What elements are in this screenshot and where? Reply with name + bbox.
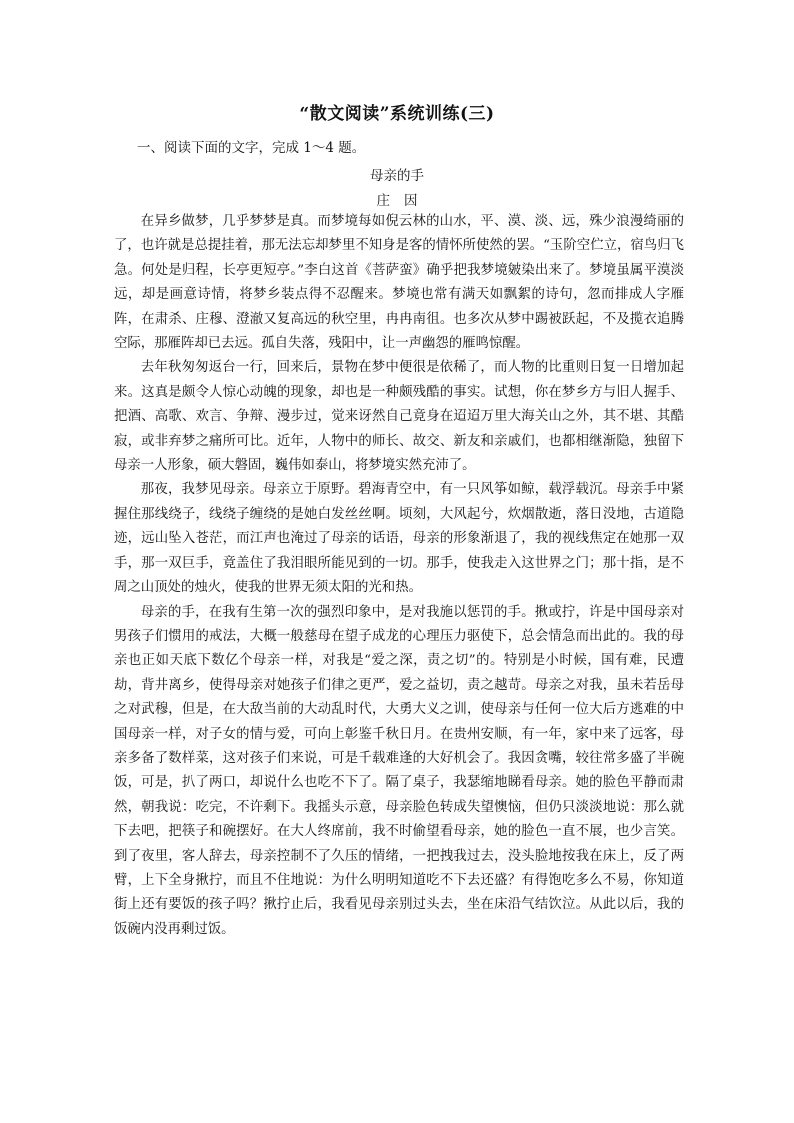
paragraph: 那夜，我梦见母亲。母亲立于原野。碧海青空中，有一只风筝如鲸，载浮载沉。母亲手中紧握住那线绕子，线绕子缠绕的是她白发丝丝啊。顷刻，大风起兮，炊烟散逝，落日没地，古道隐迹，远山坠入苍茫，而江声也淹过了母亲的话语，母亲的形象渐退了，我的视线焦定在她那一双手，那一双巨手，竟盖住了我泪眼所能见到的一切。那手，使我走入这世界之门；那十指，是不周之山顶处的烛火，使我的世界无须太阳的光和热。 (114, 482, 684, 596)
paragraph: 在异乡做梦，几乎梦梦是真。而梦境每如倪云林的山水，平、漠、淡、远，殊少浪漫绮丽的了，也许就是总提挂着，那无法忘却梦里不知身是客的情怀所使然的罢。“玉阶空伫立，宿鸟归飞急。何处是归程，长亭更短亭。”李白这首《菩萨蛮》确乎把我梦境皴染出来了。梦境虽属平漠淡远，却是画意诗情，将梦乡装点得不忍醒来。梦境也常有满天如飘絮的诗句，忽而排成人字雁阵，在肃杀、庄穆、澄澈又复高远的秋空里，冉冉南徂。也多次从梦中踢被跃起，不及揽衣追腾空际，那雁阵却已去远。孤自失落，残阳中，让一声幽怨的雁鸣惊醒。 (114, 214, 684, 352)
essay-body (114, 210, 684, 942)
paragraph: 母亲的手，在我有生第一次的强烈印象中，是对我施以惩罚的手。揪或拧，许是中国母亲对男孩子们惯用的戒法，大概一般慈母在望子成龙的心理压力驱使下，总会情急而出此的。我的母亲也正如天底下数亿个母亲一样，对我是“爱之深，责之切”的。特别是小时候，国有难，民遭劫，背井离乡，使得母亲对她孩子们律之更严，爱之益切，责之越苛。母亲之对我，虽未若岳母之对武穆，但是，在大敌当前的大动乱时代，大勇大义之训，使母亲与任何一位大后方逃难的中国母亲一样，对子女的情与爱，可向上彰鉴千秋日月。在贵州安顺，有一年，家中来了远客，母亲多备了数样菜，这对孩子们来说，可是千载难逢的大好机会了。我因贪嘴，较往常多盛了半碗饭，可是，扒了两口，却说什么也吃不下了。隔了桌子，我瑟缩地睇看母亲。她的脸色平静而肃然，朝我说：吃完，不许剩下。我摇头示意，母亲脸色转成失望懊恼，但仍只淡淡地说：那么就下去吧，把筷子和碗摆好。在大人终席前，我不时偷望看母亲，她的脸色一直不展，也少言笑。到了夜里，客人辞去，母亲控制不了久压的情绪，一把拽我过去，没头脸地按我在床上，反了两臂，上下全身揪拧，而且不住地说：为什么明明知道吃不下去还盛？有得饱吃多么不易，你知道街上还有要饭的孩子吗？揪拧止后，我看见母亲别过头去，坐在床沿气结饮泣。从此以后，我的饭碗内没再剩过饭。 (114, 604, 684, 937)
question-instruction: 一、阅读下面的文字，完成 1～4 题。 (137, 140, 366, 156)
document-title: “散文阅读”系统训练(三) (299, 104, 495, 124)
paragraph: 去年秋匆匆返台一行，回来后，景物在梦中便很是依稀了，而人物的比重则日复一日增加起来。这真是颇令人惊心动魄的现象，却也是一种颇残酷的事实。试想，你在梦乡方与旧人握手、把酒、高歌、欢言、争辩、漫步过，觉来讶然自己竟身在迢迢万里大海关山之外，其不堪、其酷寂，或非弃梦之痛所可比。近年，人物中的师长、故交、新友和亲戚们，也都相继渐隐，独留下母亲一人形象，硕大磐固，巍伟如泰山，将梦境实然充沛了。 (114, 360, 684, 474)
essay-title: 母亲的手 (370, 168, 424, 184)
essay-author: 庄因 (376, 193, 432, 209)
